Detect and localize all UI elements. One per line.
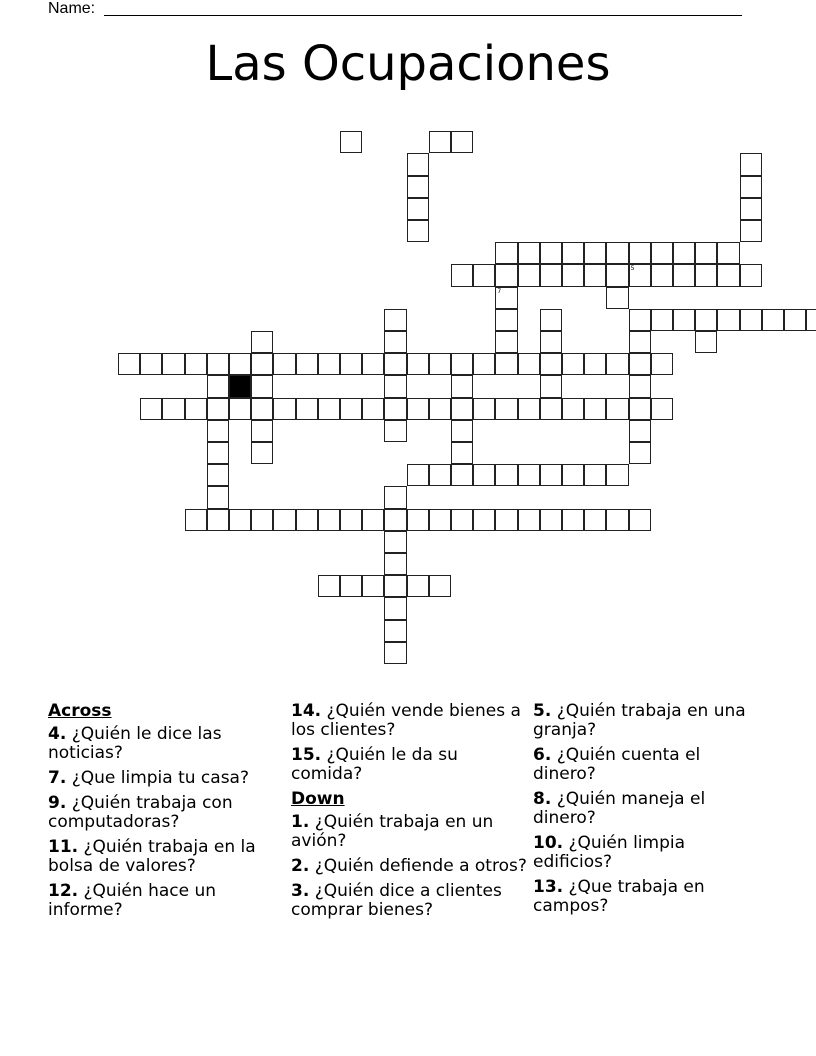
crossword-cell[interactable]	[584, 509, 606, 531]
clue-text: ¿Quién defiende a otros?	[314, 856, 527, 876]
crossword-cell[interactable]	[162, 353, 184, 375]
crossword-cell[interactable]	[318, 509, 340, 531]
crossword-cell[interactable]	[207, 509, 229, 531]
clue-number: 1.	[291, 812, 310, 832]
crossword-cell[interactable]	[340, 131, 362, 153]
clue-across-9	[48, 794, 278, 832]
crossword-cell[interactable]	[407, 464, 429, 486]
crossword-cell[interactable]	[384, 331, 406, 353]
clue-across-7	[48, 769, 278, 788]
crossword-cell[interactable]	[740, 176, 762, 198]
clue-down-5	[533, 702, 763, 740]
crossword-cell[interactable]	[362, 398, 384, 420]
crossword-cell[interactable]	[384, 509, 406, 531]
crossword-cell[interactable]	[473, 398, 495, 420]
crossword-cell[interactable]	[784, 309, 806, 331]
crossword-cell[interactable]	[740, 153, 762, 175]
clue-number: 15.	[291, 745, 322, 765]
clue-number: 10.	[533, 833, 564, 853]
crossword-cell[interactable]	[429, 575, 451, 597]
crossword-cell[interactable]	[629, 420, 651, 442]
crossword-cell[interactable]	[407, 220, 429, 242]
clue-down-3	[291, 882, 527, 920]
crossword-cell[interactable]	[673, 242, 695, 264]
crossword-cell[interactable]	[540, 509, 562, 531]
crossword-cell[interactable]	[540, 353, 562, 375]
crossword-cell[interactable]	[495, 331, 517, 353]
clues-column-2	[291, 702, 527, 926]
clue-text: ¿Quién cuenta el dinero?	[533, 745, 701, 784]
crossword-cell[interactable]	[562, 353, 584, 375]
crossword-cell[interactable]	[562, 464, 584, 486]
clue-number: 12.	[48, 881, 79, 901]
crossword-cell[interactable]	[162, 398, 184, 420]
name-label: Name:	[48, 0, 96, 17]
crossword-cell[interactable]	[207, 375, 229, 397]
crossword-cell[interactable]	[562, 509, 584, 531]
clue-text: ¿Quién limpia edificios?	[533, 833, 686, 872]
crossword-cell[interactable]	[673, 264, 695, 286]
crossword-cell[interactable]	[407, 353, 429, 375]
crossword-cell[interactable]	[584, 464, 606, 486]
crossword-cell[interactable]	[429, 131, 451, 153]
crossword-cell[interactable]	[296, 353, 318, 375]
crossword-cell[interactable]	[606, 398, 628, 420]
crossword-cell[interactable]	[229, 353, 251, 375]
crossword-cell[interactable]	[540, 375, 562, 397]
crossword-cell[interactable]	[606, 509, 628, 531]
clue-across-11	[48, 838, 278, 876]
clue-number: 2.	[291, 856, 310, 876]
clue-across-12	[48, 882, 278, 920]
crossword-cell[interactable]	[407, 153, 429, 175]
crossword-cell[interactable]	[495, 287, 517, 309]
crossword-cell[interactable]	[495, 264, 517, 286]
crossword-cell[interactable]	[540, 331, 562, 353]
crossword-cell[interactable]	[229, 509, 251, 531]
crossword-cell[interactable]	[651, 309, 673, 331]
black-square	[229, 375, 251, 397]
crossword-cell[interactable]	[384, 309, 406, 331]
crossword-cell[interactable]	[695, 309, 717, 331]
crossword-cell[interactable]	[651, 264, 673, 286]
crossword-cell[interactable]	[495, 353, 517, 375]
clue-number: 9.	[48, 793, 67, 813]
cell-number: 5	[630, 265, 635, 273]
crossword-cell[interactable]	[740, 309, 762, 331]
crossword-cell[interactable]	[762, 309, 784, 331]
clue-text: ¿Quién le dice las noticias?	[48, 724, 222, 763]
crossword-cell[interactable]	[273, 353, 295, 375]
clue-number: 5.	[533, 701, 552, 721]
crossword-cell[interactable]	[651, 398, 673, 420]
crossword-cell[interactable]	[384, 353, 406, 375]
crossword-cell[interactable]	[717, 309, 739, 331]
crossword-cell[interactable]	[296, 398, 318, 420]
clues-column-3	[533, 702, 763, 922]
crossword-cell[interactable]	[717, 242, 739, 264]
crossword-cell[interactable]	[629, 242, 651, 264]
crossword-cell[interactable]	[629, 509, 651, 531]
crossword-cell[interactable]	[518, 242, 540, 264]
crossword-cell[interactable]	[473, 353, 495, 375]
crossword-cell[interactable]	[384, 575, 406, 597]
crossword-cell[interactable]	[407, 176, 429, 198]
crossword-cell[interactable]	[584, 264, 606, 286]
crossword-cell[interactable]	[451, 398, 473, 420]
crossword-cell[interactable]	[606, 264, 628, 286]
crossword-cell[interactable]	[495, 309, 517, 331]
crossword-cell[interactable]	[318, 575, 340, 597]
crossword-cell[interactable]	[740, 264, 762, 286]
crossword-cell[interactable]	[251, 442, 273, 464]
crossword-cell[interactable]	[185, 509, 207, 531]
crossword-cell[interactable]	[562, 398, 584, 420]
crossword-cell[interactable]	[251, 353, 273, 375]
clue-number: 8.	[533, 789, 552, 809]
across-heading: Across	[48, 701, 112, 721]
page-title: Las Ocupaciones	[205, 36, 611, 92]
crossword-cell[interactable]	[429, 509, 451, 531]
clue-text: ¿Quién vende bienes a los clientes?	[291, 701, 521, 740]
clue-across-15	[291, 746, 527, 784]
crossword-cell[interactable]	[495, 242, 517, 264]
crossword-cell[interactable]	[651, 242, 673, 264]
crossword-cell[interactable]	[651, 353, 673, 375]
cell-number: 7	[497, 287, 502, 295]
crossword-cell[interactable]	[185, 353, 207, 375]
clue-number: 11.	[48, 837, 79, 857]
crossword-cell[interactable]	[540, 242, 562, 264]
crossword-cell[interactable]	[629, 309, 651, 331]
crossword-cell[interactable]	[584, 353, 606, 375]
clue-text: ¿Quién trabaja en la bolsa de valores?	[48, 837, 256, 876]
crossword-cell[interactable]	[207, 398, 229, 420]
clue-text: ¿Que trabaja en campos?	[533, 877, 705, 916]
crossword-cell[interactable]	[407, 575, 429, 597]
crossword-cell[interactable]	[695, 264, 717, 286]
crossword-cell[interactable]	[495, 464, 517, 486]
crossword-cell[interactable]	[629, 398, 651, 420]
clue-across-14	[291, 702, 527, 740]
crossword-cell[interactable]	[407, 509, 429, 531]
crossword-cell[interactable]	[451, 375, 473, 397]
crossword-cell[interactable]	[140, 398, 162, 420]
crossword-cell[interactable]	[384, 553, 406, 575]
crossword-cell[interactable]	[362, 575, 384, 597]
crossword-cell[interactable]	[451, 420, 473, 442]
crossword-cell[interactable]	[384, 375, 406, 397]
crossword-cell[interactable]	[629, 353, 651, 375]
crossword-cell[interactable]	[429, 398, 451, 420]
crossword-cell[interactable]	[273, 509, 295, 531]
crossword-cell[interactable]	[562, 264, 584, 286]
crossword-cell[interactable]	[207, 486, 229, 508]
crossword-cell[interactable]	[207, 464, 229, 486]
crossword-cell[interactable]	[429, 353, 451, 375]
crossword-cell[interactable]	[340, 509, 362, 531]
crossword-cell[interactable]	[251, 398, 273, 420]
crossword-cell[interactable]	[185, 398, 207, 420]
crossword-cell[interactable]	[207, 420, 229, 442]
clue-down-13	[533, 878, 763, 916]
crossword-cell[interactable]	[495, 398, 517, 420]
crossword-cell[interactable]	[384, 642, 406, 664]
crossword-cell[interactable]	[629, 442, 651, 464]
crossword-cell[interactable]	[473, 264, 495, 286]
crossword-cell[interactable]	[629, 264, 651, 286]
crossword-cell[interactable]	[318, 353, 340, 375]
crossword-cell[interactable]	[362, 353, 384, 375]
crossword-cell[interactable]	[740, 220, 762, 242]
clues-column-1	[48, 702, 278, 926]
clue-across-4	[48, 725, 278, 763]
crossword-cell[interactable]	[584, 398, 606, 420]
clue-down-1	[291, 813, 527, 851]
clue-down-10	[533, 834, 763, 872]
crossword-cell[interactable]	[451, 464, 473, 486]
crossword-cell[interactable]	[118, 353, 140, 375]
crossword-cell[interactable]	[318, 398, 340, 420]
clue-text: ¿Quién trabaja en un avión?	[291, 812, 494, 851]
crossword-cell[interactable]	[629, 375, 651, 397]
crossword-cell[interactable]	[340, 575, 362, 597]
crossword-cell[interactable]	[806, 309, 816, 331]
crossword-cell[interactable]	[451, 264, 473, 286]
crossword-cell[interactable]	[451, 442, 473, 464]
clue-number: 14.	[291, 701, 322, 721]
crossword-cell[interactable]	[251, 331, 273, 353]
crossword-cell[interactable]	[540, 398, 562, 420]
crossword-cell[interactable]	[518, 509, 540, 531]
crossword-cell[interactable]	[140, 353, 162, 375]
crossword-cell[interactable]	[384, 597, 406, 619]
clue-text: ¿Quién le da su comida?	[291, 745, 458, 784]
crossword-cell[interactable]	[451, 509, 473, 531]
crossword-cell[interactable]	[606, 242, 628, 264]
clue-text: ¿Que limpia tu casa?	[71, 768, 249, 788]
crossword-cell[interactable]	[384, 620, 406, 642]
clue-down-2	[291, 857, 527, 876]
crossword-cell[interactable]	[251, 420, 273, 442]
crossword-cell[interactable]	[562, 242, 584, 264]
crossword-cell[interactable]	[407, 198, 429, 220]
clue-number: 7.	[48, 768, 67, 788]
crossword-cell[interactable]	[362, 509, 384, 531]
crossword-cell[interactable]	[340, 398, 362, 420]
crossword-cell[interactable]	[540, 309, 562, 331]
crossword-cell[interactable]	[473, 464, 495, 486]
crossword-cell[interactable]	[273, 398, 295, 420]
crossword-cell[interactable]	[606, 464, 628, 486]
crossword-cell[interactable]	[518, 353, 540, 375]
crossword-cell[interactable]	[429, 464, 451, 486]
clue-number: 13.	[533, 877, 564, 897]
clue-text: ¿Quién hace un informe?	[48, 881, 217, 920]
crossword-cell[interactable]	[518, 398, 540, 420]
crossword-cell[interactable]	[629, 331, 651, 353]
crossword-cell[interactable]	[473, 509, 495, 531]
crossword-cell[interactable]	[251, 509, 273, 531]
crossword-cell[interactable]	[606, 353, 628, 375]
crossword-cell[interactable]	[740, 198, 762, 220]
clue-number: 3.	[291, 881, 310, 901]
crossword-cell[interactable]	[384, 531, 406, 553]
crossword-cell[interactable]	[695, 242, 717, 264]
crossword-cell[interactable]	[207, 353, 229, 375]
clue-text: ¿Quién dice a clientes comprar bienes?	[291, 881, 502, 920]
crossword-cell[interactable]	[384, 420, 406, 442]
crossword-cell[interactable]	[384, 398, 406, 420]
crossword-cell[interactable]	[673, 309, 695, 331]
crossword-cell[interactable]	[296, 509, 318, 531]
clue-text: ¿Quién trabaja con computadoras?	[48, 793, 233, 832]
crossword-cell[interactable]	[207, 442, 229, 464]
crossword-cell[interactable]	[584, 242, 606, 264]
clue-down-8	[533, 790, 763, 828]
crossword-cell[interactable]	[384, 486, 406, 508]
crossword-cell[interactable]	[340, 353, 362, 375]
crossword-cell[interactable]	[540, 264, 562, 286]
crossword-cell[interactable]	[695, 331, 717, 353]
crossword-cell[interactable]	[606, 287, 628, 309]
crossword-cell[interactable]	[495, 509, 517, 531]
down-heading: Down	[291, 789, 345, 809]
crossword-cell[interactable]	[717, 264, 739, 286]
crossword-cell[interactable]	[451, 353, 473, 375]
clue-number: 6.	[533, 745, 552, 765]
crossword-cell[interactable]	[229, 398, 251, 420]
crossword-cell[interactable]	[518, 264, 540, 286]
crossword-cell[interactable]	[407, 398, 429, 420]
clue-number: 4.	[48, 724, 67, 744]
clue-text: ¿Quién trabaja en una granja?	[533, 701, 746, 740]
crossword-cell[interactable]	[518, 464, 540, 486]
crossword-cell[interactable]	[540, 464, 562, 486]
clue-down-6	[533, 746, 763, 784]
crossword-cell[interactable]	[251, 375, 273, 397]
clue-text: ¿Quién maneja el dinero?	[533, 789, 706, 828]
crossword-cell[interactable]	[451, 131, 473, 153]
